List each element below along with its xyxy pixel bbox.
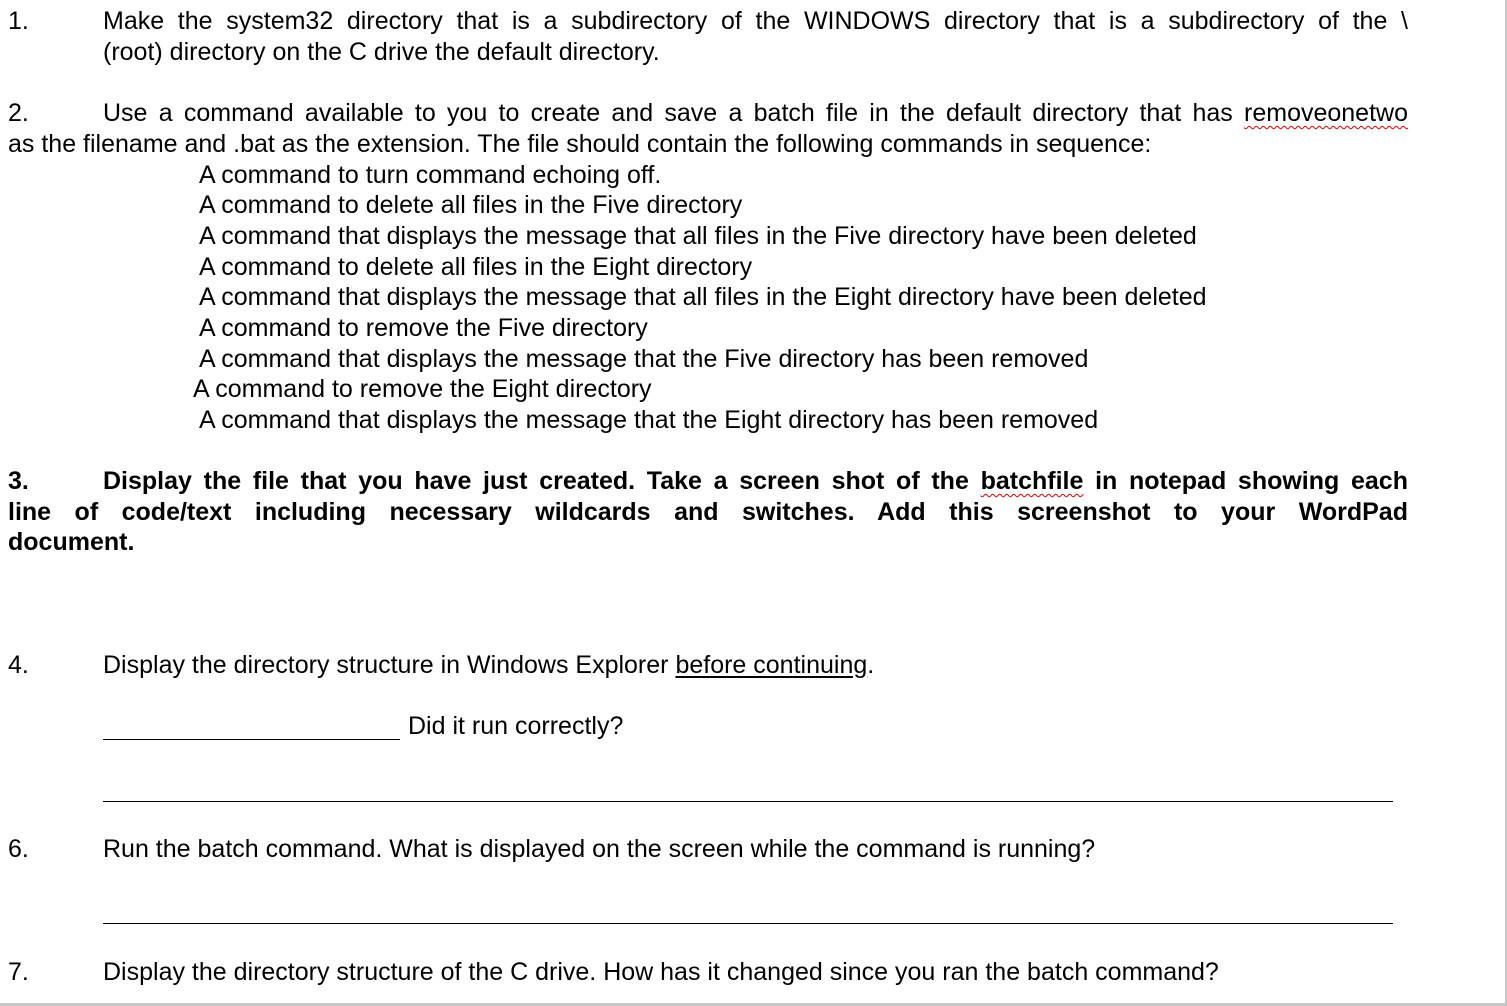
q1-number: 1.	[8, 7, 29, 35]
q4-line	[103, 653, 874, 678]
q4-text-before: Display the directory structure in Windows Explorer	[103, 651, 676, 679]
q2-line-2: as the filename and .bat as the extension. The file should contain the following commands in sequence:	[8, 130, 1152, 158]
q7-text: Display the directory structure of the C drive. How has it changed since you ran the batch command?	[103, 958, 1219, 986]
q4-text-after: .	[867, 651, 875, 679]
q3-number: 3.	[8, 467, 29, 495]
q2-item-4: A command to delete all files in the Eight directory	[199, 253, 753, 281]
q2-item-2: A command to delete all files in the Five directory	[199, 191, 743, 219]
q6-number: 6.	[8, 835, 29, 863]
q2-item-8: A command to remove the Eight directory	[193, 375, 652, 403]
q6-answer-blank[interactable]	[103, 923, 1393, 924]
q3-line-1-before: Display the file that you have just created. Take a screen shot of the	[103, 467, 981, 495]
q2-item-7: A command that displays the message that the Five directory has been removed	[199, 345, 1089, 373]
q4-prompt: Did it run correctly?	[408, 712, 624, 740]
q1-line-1	[103, 9, 1408, 34]
q4-before-continuing: before continuing	[675, 651, 868, 679]
q2-item-3: A command that displays the message that all files in the Five directory have been deleted	[199, 222, 1197, 250]
q1-line-1-text: Make the system32 directory that is a subdirectory of the WINDOWS directory that is a subdirectory of the \	[103, 7, 1408, 35]
q1-line-2: (root) directory on the C drive the default directory.	[103, 38, 660, 66]
q2-item-5: A command that displays the message that all files in the Eight directory have been deleted	[199, 283, 1207, 311]
q4-answer-blank-short[interactable]	[103, 739, 400, 740]
q2-number: 2.	[8, 99, 29, 127]
q2-line-1-text: Use a command available to you to create and save a batch file in the default directory that has	[103, 99, 1245, 127]
q3-line-1-after: in notepad showing each	[1083, 467, 1408, 495]
q2-item-1: A command to turn command echoing off.	[199, 161, 662, 189]
q4-number: 4.	[8, 651, 29, 679]
q2-item-6: A command to remove the Five directory	[199, 314, 648, 342]
q3-line-3: document.	[8, 528, 135, 556]
q4-answer-blank-long[interactable]	[103, 801, 1393, 802]
q3-line-1	[103, 469, 1408, 494]
q3-batchfile-misspelled: batchfile	[980, 467, 1084, 495]
q2-item-9: A command that displays the message that the Eight directory has been removed	[199, 406, 1099, 434]
q2-line-1	[103, 101, 1408, 126]
q6-text: Run the batch command. What is displayed on the screen while the command is running?	[103, 835, 1096, 863]
q7-number: 7.	[8, 958, 29, 986]
q3-line-2: line of code/text including necessary wildcards and switches. Add this screenshot to your WordPad	[8, 498, 1408, 526]
q2-filename-misspelled: removeonetwo	[1244, 99, 1408, 127]
